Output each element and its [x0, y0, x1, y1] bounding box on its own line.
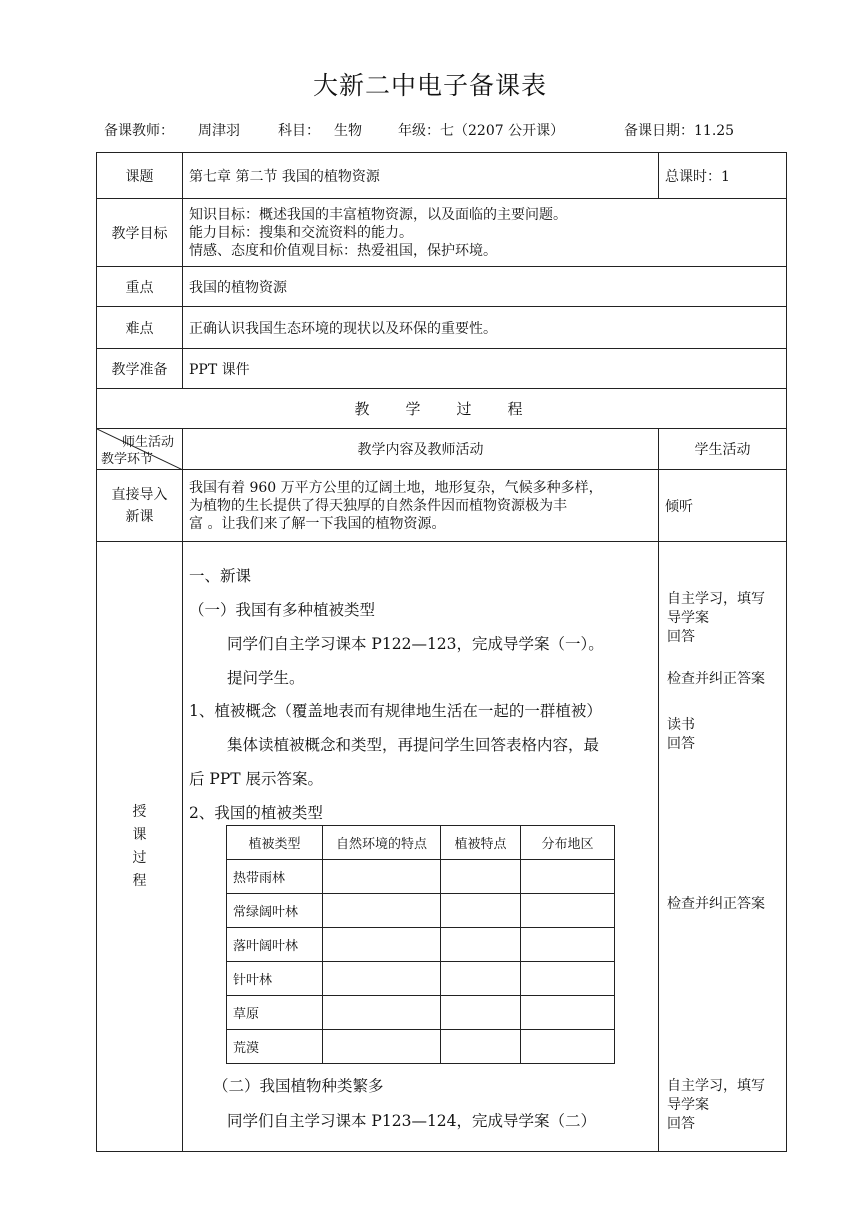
total-hours: 总课时：1: [659, 153, 787, 199]
student-activity-4: 检查并纠正答案: [667, 896, 765, 912]
empty-cell: [521, 996, 615, 1030]
empty-cell: [323, 962, 441, 996]
teacher-name: 周津羽: [198, 123, 240, 139]
teaching-label: [97, 542, 183, 1152]
content-header: 教学内容及教师活动: [183, 429, 659, 470]
empty-cell: [521, 860, 615, 894]
read-concept-line: 集体读植被概念和类型，再提问学生回答表格内容，最: [227, 736, 600, 754]
vegetation-types-heading: 2、我国的植被类型: [189, 804, 323, 822]
empty-cell: [441, 894, 521, 928]
topic-row: [97, 153, 787, 199]
student-activities: [659, 542, 787, 1152]
teaching-char-4: 程: [132, 872, 147, 889]
intro-row: [97, 470, 787, 542]
empty-cell: [521, 894, 615, 928]
empty-cell: [441, 1030, 521, 1064]
self-study-line-1: 同学们自主学习课本 P122—123，完成导学案（一）。: [227, 635, 604, 653]
empty-cell: [323, 894, 441, 928]
veg-type-cell: 热带雨林: [227, 860, 323, 894]
grade-info: 年级：七（2207 公开课）: [398, 123, 565, 139]
empty-cell: [441, 860, 521, 894]
diagonal-header: [97, 429, 183, 470]
student-activity-5b: 导学案: [667, 1097, 709, 1113]
empty-cell: [441, 928, 521, 962]
date-info: 备课日期：11.25: [624, 123, 735, 139]
lesson-plan-table: [96, 152, 787, 1152]
section-one-heading: （一）我国有多种植被类型: [189, 601, 376, 619]
teaching-row: [97, 542, 787, 1152]
diag-top-label: 师生活动: [121, 435, 174, 450]
new-lesson-heading: 一、新课: [189, 567, 252, 585]
table-row: [227, 860, 615, 894]
student-activity-1c: 回答: [667, 629, 695, 645]
vegetation-concept-line: 1、植被概念（覆盖地表而有规律地生活在一起的一群植被）: [189, 702, 602, 720]
table-row: [227, 894, 615, 928]
veg-header-features: 植被特点: [441, 826, 521, 860]
goals-cell: [183, 199, 787, 267]
student-header: 学生活动: [659, 429, 787, 470]
table-row: [227, 1030, 615, 1064]
difficulty-value: 正确认识我国生态环境的现状以及环保的重要性。: [183, 307, 787, 349]
table-row: [227, 928, 615, 962]
empty-cell: [521, 962, 615, 996]
teaching-char-1: 授: [132, 803, 147, 820]
intro-line-2: 为植物的生长提供了得天独厚的自然条件因而植物资源极为丰: [189, 497, 567, 514]
goal-knowledge: 知识目标：概述我国的丰富植物资源，以及面临的主要问题。: [189, 206, 567, 223]
student-activity-5a: 自主学习，填写: [667, 1078, 765, 1094]
ask-students-line: 提问学生。: [227, 669, 305, 687]
veg-type-cell: 落叶阔叶林: [227, 928, 323, 962]
student-activity-1b: 导学案: [667, 610, 709, 626]
teacher-label: 备课教师：: [104, 123, 174, 139]
goal-emotion: 情感、态度和价值观目标：热爱祖国，保护环境。: [189, 242, 497, 259]
topic-value: 第七章 第二节 我国的植物资源: [183, 153, 659, 199]
veg-type-cell: 针叶林: [227, 962, 323, 996]
empty-cell: [323, 860, 441, 894]
empty-cell: [323, 996, 441, 1030]
process-heading-row: [97, 389, 787, 429]
veg-header-region: 分布地区: [521, 826, 615, 860]
process-header-row: [97, 429, 787, 470]
intro-label-line1: 直接导入: [111, 486, 168, 503]
self-study-line-2: 同学们自主学习课本 P123—124，完成导学案（二）: [227, 1112, 597, 1130]
ppt-answer-line: 后 PPT 展示答案。: [189, 770, 324, 788]
difficulty-label: 难点: [97, 307, 183, 349]
vegetation-table: [226, 825, 615, 1064]
prep-row: [97, 349, 787, 389]
topic-label: 课题: [97, 153, 183, 199]
teaching-content: [183, 542, 659, 1152]
key-value: 我国的植物资源: [183, 267, 787, 307]
subject-label: 科目：: [278, 123, 320, 139]
intro-student: 倾听: [659, 470, 787, 542]
student-activity-2: 检查并纠正答案: [667, 671, 765, 687]
veg-type-cell: 常绿阔叶林: [227, 894, 323, 928]
page-title: 大新二中电子备课表: [312, 71, 547, 100]
intro-line-3: 富 。让我们来了解一下我国的植物资源。: [189, 515, 446, 532]
student-activity-5c: 回答: [667, 1116, 695, 1132]
veg-type-cell: 荒漠: [227, 1030, 323, 1064]
empty-cell: [323, 1030, 441, 1064]
table-row: [227, 962, 615, 996]
empty-cell: [521, 1030, 615, 1064]
empty-cell: [441, 996, 521, 1030]
student-activity-1a: 自主学习，填写: [667, 591, 765, 607]
student-activity-3a: 读书: [667, 717, 695, 733]
intro-line-1: 我国有着 960 万平方公里的辽阔土地，地形复杂，气候多种多样，: [189, 479, 603, 496]
goals-row: [97, 199, 787, 267]
goal-ability: 能力目标：搜集和交流资料的能力。: [189, 224, 413, 241]
goals-label: 教学目标: [97, 199, 183, 267]
veg-header-type: 植被类型: [227, 826, 323, 860]
subject-value: 生物: [334, 123, 362, 139]
veg-type-cell: 草原: [227, 996, 323, 1030]
empty-cell: [521, 928, 615, 962]
intro-text: [183, 470, 659, 542]
vegetation-table-header: [227, 826, 615, 860]
prep-label: 教学准备: [97, 349, 183, 389]
empty-cell: [441, 962, 521, 996]
key-label: 重点: [97, 267, 183, 307]
process-heading: 教学过程: [97, 389, 787, 429]
section-two-heading: （二）我国植物种类繁多: [213, 1077, 384, 1095]
student-activity-3b: 回答: [667, 736, 695, 752]
difficulty-row: [97, 307, 787, 349]
empty-cell: [323, 928, 441, 962]
intro-label: [97, 470, 183, 542]
teaching-char-3: 过: [132, 849, 147, 866]
veg-header-environment: 自然环境的特点: [323, 826, 441, 860]
table-row: [227, 996, 615, 1030]
teaching-char-2: 课: [132, 826, 147, 843]
intro-label-line2: 新课: [125, 508, 154, 525]
key-row: [97, 267, 787, 307]
diag-bottom-label: 教学环节: [101, 452, 154, 467]
prep-value: PPT 课件: [183, 349, 787, 389]
